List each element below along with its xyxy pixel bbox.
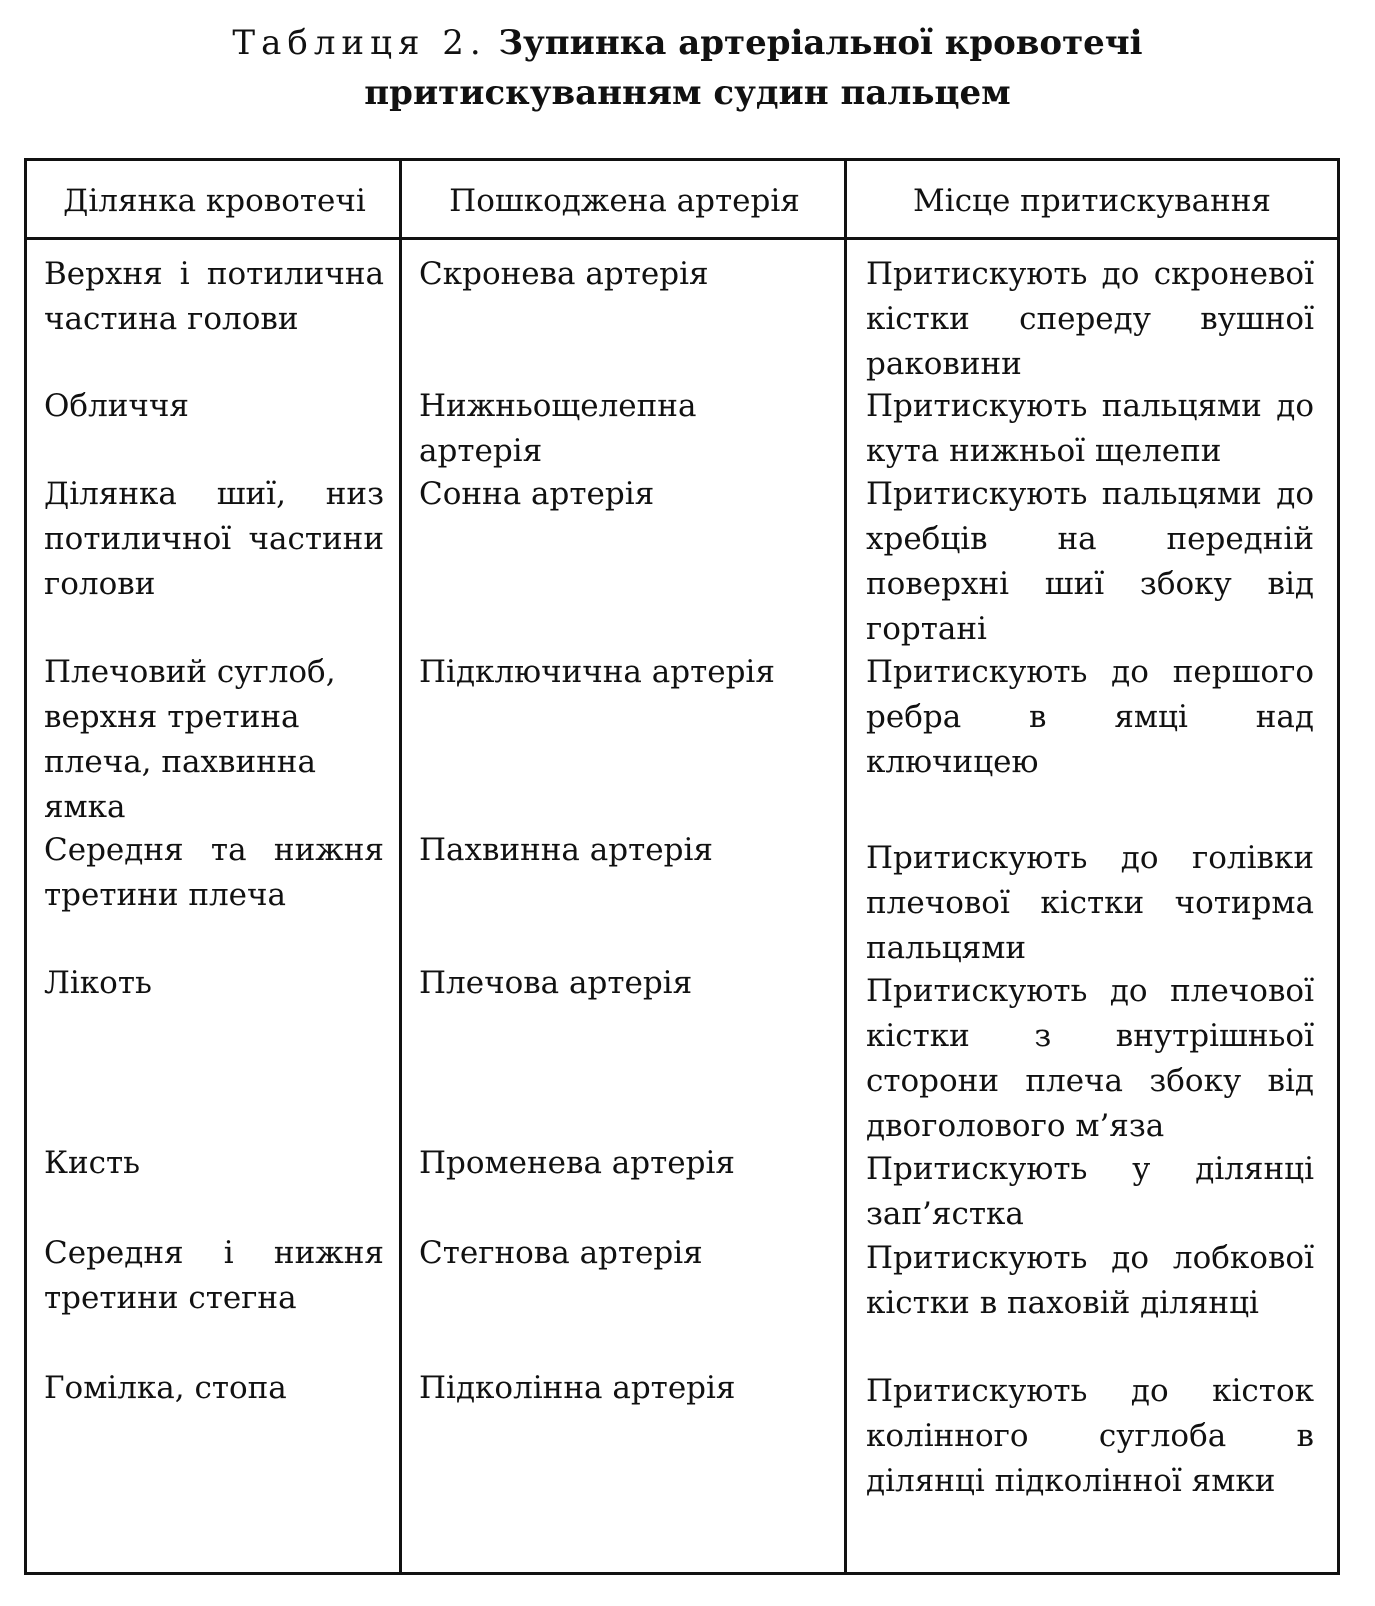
table-row-4-area: Плечовий суглоб, верхня третина плеча, пахвинна ямка — [44, 654, 336, 825]
table-row-6-artery: Плечова артерія — [419, 965, 693, 1001]
table-row-6-place: Притискують до плечової кістки з внутрішньої сторони плеча збоку від двоголового м’яза — [866, 973, 1314, 1144]
caption-title-line-1: Зупинка артеріальної кровотечі — [498, 23, 1143, 63]
table-row-3-place: Притискують пальцями до хребців на передній поверхні шиї збоку від гортані — [866, 476, 1314, 647]
caption-title-line-2: притискуванням судин пальцем — [364, 73, 1011, 113]
table-row-5-artery: Пахвинна артерія — [419, 832, 713, 868]
column-divider-1 — [399, 161, 402, 1572]
table-row-9-place: Притискують до кісток колінного суглоба в ділянці підколінної ямки — [866, 1373, 1314, 1499]
column-divider-2 — [844, 161, 847, 1572]
table-row-1-artery: Скронева артерія — [419, 256, 709, 292]
table-row-8-artery: Стегнова артерія — [419, 1235, 703, 1271]
table-row-9-artery: Підколінна артерія — [419, 1370, 736, 1406]
table-row-2-place: Притискують пальцями до кута нижньої щелепи — [866, 388, 1314, 469]
table-row-8-place: Притискують до лобкової кістки в паховій ділянці — [866, 1240, 1314, 1321]
table-row-1-place: Притискують до скроневої кістки спереду вушної раковини — [866, 256, 1314, 382]
table-row-5-area: Середня та нижня третини плеча — [44, 832, 384, 913]
table-row-8-area: Середня і нижня третини стегна — [44, 1235, 384, 1316]
table-row-6-area: Лікоть — [44, 965, 152, 1001]
arterial-bleeding-table — [24, 158, 1340, 1575]
table-caption — [0, 18, 1375, 118]
table-row-2-artery: Нижньощелепна артерія — [419, 388, 697, 469]
caption-line-1 — [0, 18, 1375, 68]
table-row-5-place: Притискують до голівки плечової кістки чотирма пальцями — [866, 840, 1314, 966]
table-row-7-area: Кисть — [44, 1145, 141, 1181]
table-row-7-artery: Променева артерія — [419, 1145, 735, 1181]
table-row-1-area: Верхня і потилична частина голови — [44, 256, 384, 337]
header-place: Місце притискування — [913, 183, 1271, 219]
table-row-2-area: Обличчя — [44, 388, 189, 424]
table-row-4-artery: Підключична артерія — [419, 654, 775, 690]
table-row-4-place: Притискують до першого ребра в ямці над ключицею — [866, 654, 1314, 780]
header-area: Ділянка кровотечі — [63, 183, 366, 219]
table-row-3-area: Ділянка шиї, низ потиличної частини голови — [44, 476, 384, 602]
table-row-3-artery: Сонна артерія — [419, 476, 655, 512]
table-row-9-area: Гомілка, стопа — [44, 1370, 287, 1406]
caption-label: Таблиця 2. — [232, 23, 487, 63]
header-artery: Пошкоджена артерія — [449, 183, 800, 219]
header-divider — [27, 237, 1337, 240]
table-row-7-place: Притискують у ділянці зап’ястка — [866, 1151, 1314, 1232]
